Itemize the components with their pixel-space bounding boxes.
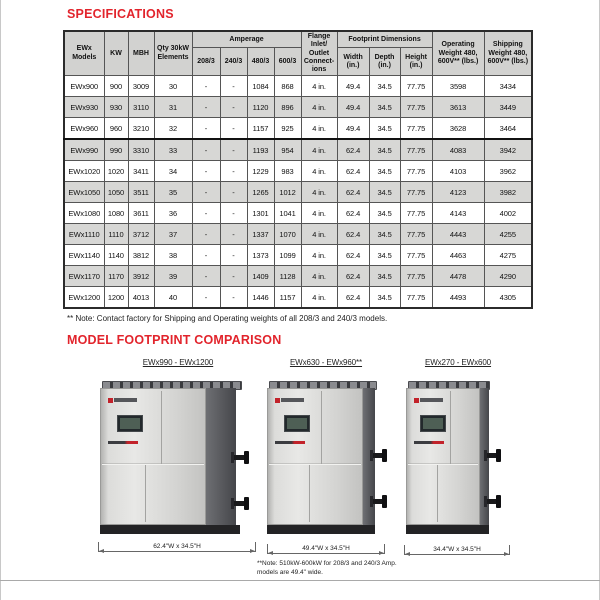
cell-mbh: 3210 bbox=[128, 118, 154, 140]
dimension-arrow-left-icon bbox=[405, 552, 410, 556]
cell-depth: 34.5 bbox=[369, 118, 400, 140]
dimension-arrow-left-icon bbox=[268, 551, 273, 555]
cell-a208: - bbox=[192, 139, 220, 161]
col-header-240-3: 240/3 bbox=[220, 48, 247, 76]
cell-a600: 983 bbox=[274, 161, 301, 182]
col-header-height: Height (in.) bbox=[400, 48, 432, 76]
dimension-line bbox=[404, 554, 510, 555]
cell-model: EWx960 bbox=[64, 118, 104, 140]
cell-qty: 37 bbox=[154, 224, 192, 245]
pipe-flange-upper bbox=[232, 455, 249, 460]
cell-height: 77.75 bbox=[400, 224, 432, 245]
cell-flange: 4 in. bbox=[301, 224, 337, 245]
cell-model: EWx1020 bbox=[64, 161, 104, 182]
cell-model: EWx900 bbox=[64, 76, 104, 97]
cell-ship_wt: 4275 bbox=[484, 245, 532, 266]
boiler-cabinet-large bbox=[100, 381, 252, 534]
cell-a240: - bbox=[220, 118, 247, 140]
cell-kw: 990 bbox=[104, 139, 128, 161]
cell-ship_wt: 3982 bbox=[484, 182, 532, 203]
table-row bbox=[64, 182, 532, 203]
col-header-width: Width (in.) bbox=[337, 48, 369, 76]
cell-mbh: 3511 bbox=[128, 182, 154, 203]
cell-a480: 1409 bbox=[247, 266, 274, 287]
table-row bbox=[64, 76, 532, 97]
cell-a240: - bbox=[220, 287, 247, 309]
cell-mbh: 3110 bbox=[128, 97, 154, 118]
dimension-tick-right bbox=[255, 542, 256, 551]
cell-depth: 34.5 bbox=[369, 266, 400, 287]
cell-a208: - bbox=[192, 266, 220, 287]
cell-a600: 954 bbox=[274, 139, 301, 161]
cell-a240: - bbox=[220, 266, 247, 287]
cell-mbh: 4013 bbox=[128, 287, 154, 309]
cell-a480: 1157 bbox=[247, 118, 274, 140]
control-display-screen bbox=[117, 415, 143, 432]
cell-flange: 4 in. bbox=[301, 287, 337, 309]
logo-wordmark bbox=[114, 398, 137, 402]
cell-a480: 1373 bbox=[247, 245, 274, 266]
cell-a240: - bbox=[220, 97, 247, 118]
panel-seam-lower bbox=[437, 465, 438, 522]
cell-model: EWx1110 bbox=[64, 224, 104, 245]
cell-depth: 34.5 bbox=[369, 287, 400, 309]
cell-a240: - bbox=[220, 203, 247, 224]
specifications-table bbox=[63, 30, 533, 309]
cell-a208: - bbox=[192, 245, 220, 266]
cell-model: EWx1080 bbox=[64, 203, 104, 224]
cell-flange: 4 in. bbox=[301, 203, 337, 224]
dimension-tick-right bbox=[384, 544, 385, 553]
col-header-flange: Flange Inlet/ Outlet Connect-ions bbox=[301, 31, 337, 76]
cell-mbh: 3812 bbox=[128, 245, 154, 266]
table-row bbox=[64, 118, 532, 140]
cell-mbh: 3912 bbox=[128, 266, 154, 287]
col-header-depth: Depth (in.) bbox=[369, 48, 400, 76]
cell-mbh: 3009 bbox=[128, 76, 154, 97]
col-header-operating-weight: Operating Weight 480, 600V** (lbs.) bbox=[432, 31, 484, 76]
col-header-models: EWx Models bbox=[64, 31, 104, 76]
unit-ewx630-ewx960 bbox=[257, 358, 397, 577]
dimension-line bbox=[267, 553, 385, 554]
col-group-footprint: Footprint Dimensions bbox=[337, 31, 432, 48]
table-row bbox=[64, 203, 532, 224]
cell-height: 77.75 bbox=[400, 203, 432, 224]
cell-depth: 34.5 bbox=[369, 76, 400, 97]
logo-wordmark bbox=[420, 398, 443, 402]
pipe-flange-upper bbox=[485, 453, 501, 458]
logo-flame-icon bbox=[275, 398, 280, 403]
cell-mbh: 3712 bbox=[128, 224, 154, 245]
cell-qty: 33 bbox=[154, 139, 192, 161]
cell-a480: 1301 bbox=[247, 203, 274, 224]
pipe-flange-lower bbox=[485, 499, 501, 504]
cell-flange: 4 in. bbox=[301, 266, 337, 287]
cell-model: EWx1140 bbox=[64, 245, 104, 266]
table-header bbox=[64, 31, 532, 76]
cell-height: 77.75 bbox=[400, 245, 432, 266]
brand-logo-icon bbox=[275, 397, 304, 403]
cell-depth: 34.5 bbox=[369, 161, 400, 182]
cell-op_wt: 4123 bbox=[432, 182, 484, 203]
cell-a600: 1128 bbox=[274, 266, 301, 287]
cell-a208: - bbox=[192, 182, 220, 203]
cell-a240: - bbox=[220, 76, 247, 97]
cell-kw: 1140 bbox=[104, 245, 128, 266]
cell-kw: 1110 bbox=[104, 224, 128, 245]
cell-width: 62.4 bbox=[337, 139, 369, 161]
spec-table-body bbox=[64, 76, 532, 309]
cell-a208: - bbox=[192, 76, 220, 97]
cell-op_wt: 4463 bbox=[432, 245, 484, 266]
cell-width: 49.4 bbox=[337, 76, 369, 97]
col-group-amperage: Amperage bbox=[192, 31, 301, 48]
cabinet-front bbox=[406, 388, 480, 525]
panel-seam-upper bbox=[450, 391, 451, 464]
cell-a600: 868 bbox=[274, 76, 301, 97]
dimension-annotation bbox=[267, 538, 385, 556]
cell-kw: 1050 bbox=[104, 182, 128, 203]
cell-flange: 4 in. bbox=[301, 245, 337, 266]
cell-kw: 1170 bbox=[104, 266, 128, 287]
cell-flange: 4 in. bbox=[301, 97, 337, 118]
cell-width: 62.4 bbox=[337, 245, 369, 266]
dimension-line bbox=[98, 551, 256, 552]
cell-op_wt: 3598 bbox=[432, 76, 484, 97]
cell-qty: 38 bbox=[154, 245, 192, 266]
cell-model: EWx1050 bbox=[64, 182, 104, 203]
unit-label: EWx270 - EWx600 bbox=[424, 358, 492, 367]
cell-model: EWx930 bbox=[64, 97, 104, 118]
cell-width: 62.4 bbox=[337, 224, 369, 245]
series-badge bbox=[275, 441, 305, 444]
cell-kw: 1200 bbox=[104, 287, 128, 309]
series-badge bbox=[414, 441, 444, 444]
cell-a208: - bbox=[192, 161, 220, 182]
col-header-480-3: 480/3 bbox=[247, 48, 274, 76]
cell-a208: - bbox=[192, 118, 220, 140]
cell-a600: 1041 bbox=[274, 203, 301, 224]
cell-model: EWx1170 bbox=[64, 266, 104, 287]
cell-qty: 34 bbox=[154, 161, 192, 182]
cell-depth: 34.5 bbox=[369, 97, 400, 118]
cell-mbh: 3310 bbox=[128, 139, 154, 161]
panel-seam-lower bbox=[309, 465, 310, 522]
cell-height: 77.75 bbox=[400, 118, 432, 140]
cell-qty: 36 bbox=[154, 203, 192, 224]
cell-kw: 1080 bbox=[104, 203, 128, 224]
cell-op_wt: 4493 bbox=[432, 287, 484, 309]
cell-ship_wt: 3464 bbox=[484, 118, 532, 140]
cell-ship_wt: 4305 bbox=[484, 287, 532, 309]
panel-seam-horizontal bbox=[102, 463, 204, 465]
cell-op_wt: 4143 bbox=[432, 203, 484, 224]
dimension-arrow-right-icon bbox=[250, 549, 255, 553]
cell-kw: 960 bbox=[104, 118, 128, 140]
table-row bbox=[64, 287, 532, 309]
cell-width: 62.4 bbox=[337, 182, 369, 203]
unit-ewx990-ewx1200 bbox=[98, 358, 258, 550]
cell-height: 77.75 bbox=[400, 266, 432, 287]
cell-flange: 4 in. bbox=[301, 76, 337, 97]
cell-width: 62.4 bbox=[337, 203, 369, 224]
cell-op_wt: 3628 bbox=[432, 118, 484, 140]
cell-ship_wt: 4255 bbox=[484, 224, 532, 245]
cell-qty: 32 bbox=[154, 118, 192, 140]
cell-a208: - bbox=[192, 224, 220, 245]
cell-a240: - bbox=[220, 182, 247, 203]
cell-depth: 34.5 bbox=[369, 224, 400, 245]
dimension-label: 49.4"W x 34.5"H bbox=[302, 545, 350, 552]
control-display-screen bbox=[420, 415, 446, 432]
cell-width: 62.4 bbox=[337, 287, 369, 309]
cell-a600: 896 bbox=[274, 97, 301, 118]
table-row bbox=[64, 161, 532, 182]
cell-width: 62.4 bbox=[337, 266, 369, 287]
cell-ship_wt: 3434 bbox=[484, 76, 532, 97]
logo-flame-icon bbox=[108, 398, 113, 403]
panel-seam-horizontal bbox=[269, 463, 361, 465]
cell-a600: 1099 bbox=[274, 245, 301, 266]
cell-qty: 30 bbox=[154, 76, 192, 97]
brand-logo-icon bbox=[414, 397, 443, 403]
cell-op_wt: 4443 bbox=[432, 224, 484, 245]
pipe-flange-lower bbox=[232, 501, 249, 506]
panel-seam-horizontal bbox=[408, 463, 478, 465]
cabinet-front bbox=[267, 388, 363, 525]
cell-ship_wt: 4290 bbox=[484, 266, 532, 287]
cell-flange: 4 in. bbox=[301, 139, 337, 161]
cell-depth: 34.5 bbox=[369, 203, 400, 224]
logo-wordmark bbox=[281, 398, 304, 402]
col-header-kw: KW bbox=[104, 31, 128, 76]
cell-a600: 1070 bbox=[274, 224, 301, 245]
cell-a480: 1337 bbox=[247, 224, 274, 245]
col-header-shipping-weight: Shipping Weight 480, 600V** (lbs.) bbox=[484, 31, 532, 76]
col-header-qty: Qty 30kW Elements bbox=[154, 31, 192, 76]
cell-ship_wt: 3942 bbox=[484, 139, 532, 161]
cell-height: 77.75 bbox=[400, 139, 432, 161]
cell-mbh: 3611 bbox=[128, 203, 154, 224]
cell-op_wt: 4478 bbox=[432, 266, 484, 287]
cell-qty: 31 bbox=[154, 97, 192, 118]
cell-op_wt: 3613 bbox=[432, 97, 484, 118]
cell-width: 49.4 bbox=[337, 118, 369, 140]
cell-ship_wt: 3962 bbox=[484, 161, 532, 182]
cabinet-base bbox=[100, 525, 240, 534]
cell-a600: 925 bbox=[274, 118, 301, 140]
panel-seam-lower bbox=[145, 465, 146, 522]
unit-label: EWx630 - EWx960** bbox=[289, 358, 363, 367]
cell-ship_wt: 4002 bbox=[484, 203, 532, 224]
boiler-cabinet-small bbox=[406, 381, 514, 534]
cell-qty: 39 bbox=[154, 266, 192, 287]
cell-a480: 1193 bbox=[247, 139, 274, 161]
cell-kw: 1020 bbox=[104, 161, 128, 182]
cell-model: EWx1200 bbox=[64, 287, 104, 309]
cell-flange: 4 in. bbox=[301, 161, 337, 182]
cell-op_wt: 4103 bbox=[432, 161, 484, 182]
cell-width: 62.4 bbox=[337, 161, 369, 182]
cell-height: 77.75 bbox=[400, 97, 432, 118]
footprint-comparison-heading: MODEL FOOTPRINT COMPARISON bbox=[67, 333, 282, 347]
cell-qty: 40 bbox=[154, 287, 192, 309]
cell-a480: 1229 bbox=[247, 161, 274, 182]
cabinet-base bbox=[406, 525, 489, 534]
unit-footnote: **Note: 510kW-600kW for 208/3 and 240/3 Amp. models are 49.4" wide. bbox=[257, 560, 397, 577]
cell-a240: - bbox=[220, 139, 247, 161]
col-header-mbh: MBH bbox=[128, 31, 154, 76]
table-footnote: ** Note: Contact factory for Shipping and Operating weights of all 208/3 and 240/3 models. bbox=[67, 314, 388, 323]
cell-mbh: 3411 bbox=[128, 161, 154, 182]
cell-flange: 4 in. bbox=[301, 182, 337, 203]
cell-depth: 34.5 bbox=[369, 245, 400, 266]
pipe-flange-lower bbox=[371, 499, 387, 504]
cell-a600: 1012 bbox=[274, 182, 301, 203]
cell-kw: 900 bbox=[104, 76, 128, 97]
cell-a480: 1120 bbox=[247, 97, 274, 118]
cell-a208: - bbox=[192, 203, 220, 224]
dimension-arrow-right-icon bbox=[379, 551, 384, 555]
table-row bbox=[64, 224, 532, 245]
dimension-label: 62.4"W x 34.5"H bbox=[153, 543, 201, 550]
table-row bbox=[64, 266, 532, 287]
cell-width: 49.4 bbox=[337, 97, 369, 118]
dimension-tick-right bbox=[509, 545, 510, 554]
cell-depth: 34.5 bbox=[369, 182, 400, 203]
cell-a240: - bbox=[220, 161, 247, 182]
cell-a480: 1084 bbox=[247, 76, 274, 97]
cell-a480: 1446 bbox=[247, 287, 274, 309]
dimension-annotation bbox=[404, 539, 510, 557]
cell-height: 77.75 bbox=[400, 182, 432, 203]
cell-model: EWx990 bbox=[64, 139, 104, 161]
cell-a480: 1265 bbox=[247, 182, 274, 203]
cell-a600: 1157 bbox=[274, 287, 301, 309]
cell-ship_wt: 3449 bbox=[484, 97, 532, 118]
logo-flame-icon bbox=[414, 398, 419, 403]
cell-a208: - bbox=[192, 97, 220, 118]
cell-a240: - bbox=[220, 224, 247, 245]
unit-label: EWx990 - EWx1200 bbox=[142, 358, 214, 367]
cell-height: 77.75 bbox=[400, 76, 432, 97]
cell-height: 77.75 bbox=[400, 287, 432, 309]
unit-ewx270-ewx600 bbox=[404, 358, 512, 553]
cabinet-front bbox=[100, 388, 206, 525]
panel-seam-upper bbox=[161, 391, 162, 464]
cabinet-base bbox=[267, 525, 375, 534]
col-header-208-3: 208/3 bbox=[192, 48, 220, 76]
page-left-border bbox=[0, 0, 1, 600]
dimension-annotation bbox=[98, 536, 256, 554]
cell-kw: 930 bbox=[104, 97, 128, 118]
series-badge bbox=[108, 441, 138, 444]
specifications-heading: SPECIFICATIONS bbox=[67, 7, 174, 21]
dimension-label: 34.4"W x 34.5"H bbox=[433, 546, 481, 553]
table-row bbox=[64, 97, 532, 118]
cell-height: 77.75 bbox=[400, 161, 432, 182]
control-display-screen bbox=[284, 415, 310, 432]
pipe-flange-upper bbox=[371, 453, 387, 458]
page-bottom-rule bbox=[0, 580, 600, 581]
cell-flange: 4 in. bbox=[301, 118, 337, 140]
cell-depth: 34.5 bbox=[369, 139, 400, 161]
cell-op_wt: 4083 bbox=[432, 139, 484, 161]
table-row bbox=[64, 139, 532, 161]
table-row bbox=[64, 245, 532, 266]
boiler-cabinet-medium bbox=[267, 381, 389, 534]
dimension-arrow-right-icon bbox=[504, 552, 509, 556]
panel-seam-upper bbox=[321, 391, 322, 464]
dimension-arrow-left-icon bbox=[99, 549, 104, 553]
cell-qty: 35 bbox=[154, 182, 192, 203]
cell-a240: - bbox=[220, 245, 247, 266]
brand-logo-icon bbox=[108, 397, 137, 403]
col-header-600-3: 600/3 bbox=[274, 48, 301, 76]
cell-a208: - bbox=[192, 287, 220, 309]
